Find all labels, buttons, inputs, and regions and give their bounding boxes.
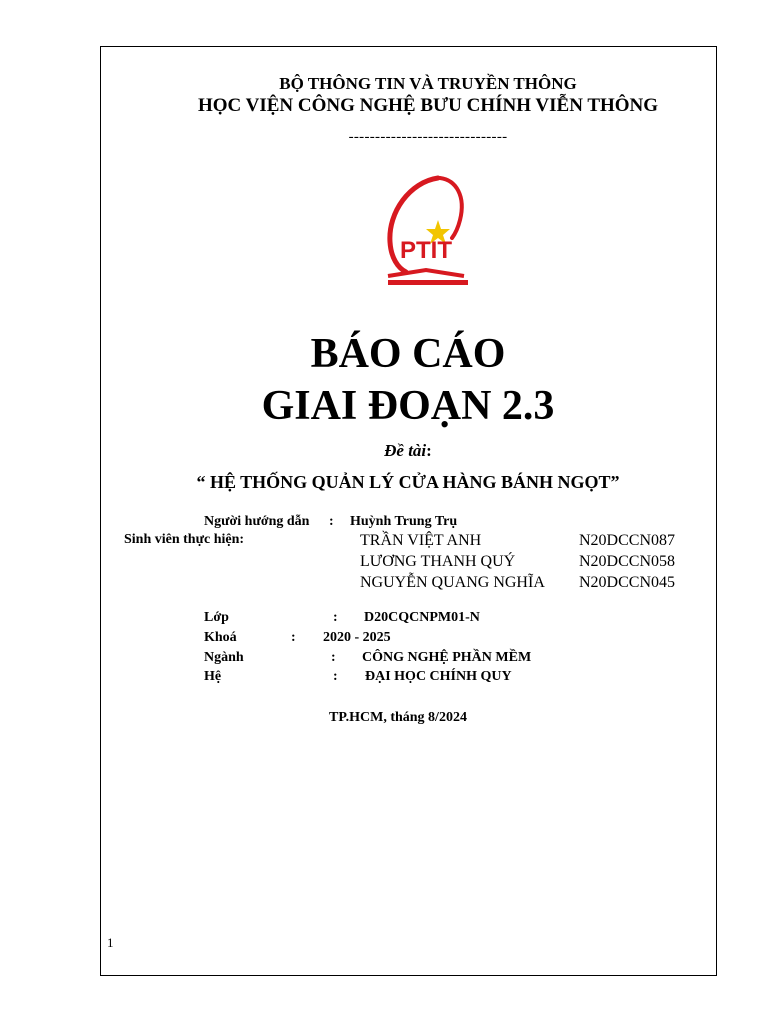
ptit-logo — [380, 172, 476, 290]
major-label: Ngành — [204, 650, 244, 665]
advisor-label: Người hướng dẫn — [204, 514, 310, 529]
report-title: BÁO CÁO — [310, 331, 506, 377]
course-separator: : — [291, 630, 296, 645]
place-date: TP.HCM, tháng 8/2024 — [329, 710, 467, 725]
institute-name: HỌC VIỆN CÔNG NGHỆ BƯU CHÍNH VIỄN THÔNG — [197, 95, 659, 116]
students-label: Sinh viên thực hiện: — [124, 532, 245, 547]
header-divider: ------------------------------ — [348, 129, 508, 145]
advisor-separator: : — [329, 514, 334, 529]
student-name: NGUYỄN QUANG NGHĨA — [360, 574, 545, 591]
system-value: ĐẠI HỌC CHÍNH QUY — [365, 669, 512, 684]
logo-text: PTIT — [400, 237, 452, 264]
course-value: 2020 - 2025 — [323, 630, 391, 645]
system-label: Hệ — [204, 669, 222, 684]
course-label: Khoá — [204, 630, 237, 645]
student-id: N20DCCN045 — [579, 574, 676, 591]
class-label: Lớp — [204, 610, 229, 625]
major-value: CÔNG NGHỆ PHẦN MỀM — [362, 650, 532, 665]
topic-label: Đề tài: — [384, 441, 432, 460]
class-value: D20CQCNPM01-N — [364, 610, 480, 625]
student-name: LƯƠNG THANH QUÝ — [360, 553, 516, 570]
system-separator: : — [333, 669, 338, 684]
class-separator: : — [333, 610, 338, 625]
student-id: N20DCCN087 — [579, 532, 676, 549]
major-separator: : — [331, 650, 336, 665]
ministry-name: BỘ THÔNG TIN VÀ TRUYỀN THÔNG — [279, 74, 577, 93]
student-id: N20DCCN058 — [579, 553, 676, 570]
page-number: 1 — [107, 935, 114, 950]
student-name: TRẦN VIỆT ANH — [360, 532, 482, 549]
topic-name: “ HỆ THỐNG QUẢN LÝ CỬA HÀNG BÁNH NGỌT” — [196, 472, 620, 492]
advisor-name: Huỳnh Trung Trụ — [350, 514, 458, 529]
report-phase: GIAI ĐOẠN 2.3 — [261, 383, 555, 429]
